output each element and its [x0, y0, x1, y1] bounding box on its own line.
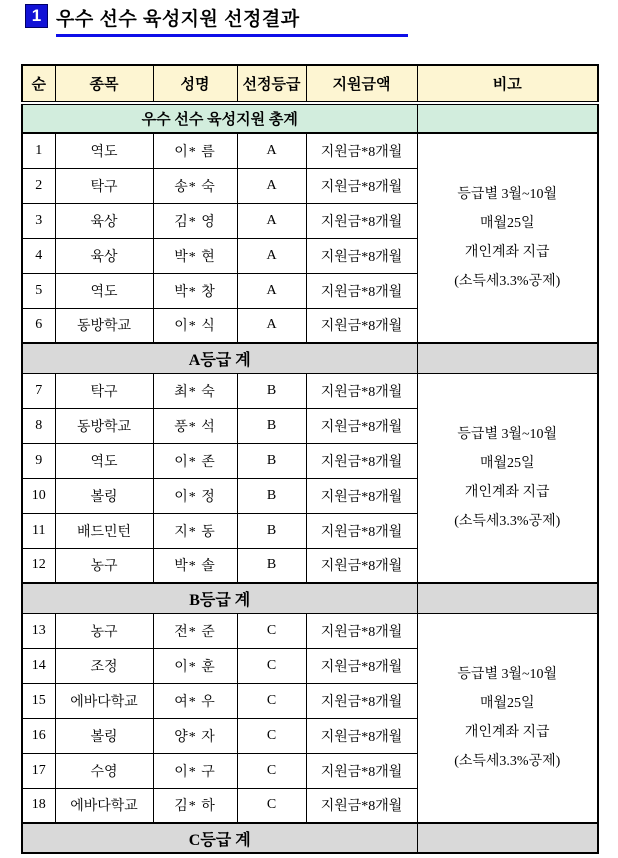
- row-amount: 지원금*8개월: [306, 168, 417, 203]
- row-sport: 볼링: [55, 718, 153, 753]
- row-grade: C: [237, 788, 306, 823]
- row-grade: B: [237, 548, 306, 583]
- row-name: 여* 우: [153, 683, 237, 718]
- row-name: 이* 름: [153, 133, 237, 168]
- remark-line: 개인계좌 지급: [464, 724, 550, 740]
- row-no: 3: [22, 203, 55, 238]
- grand-total-label: 우수 선수 육성지원 총계: [22, 103, 417, 133]
- remark-line: 개인계좌 지급: [464, 484, 550, 500]
- row-name: 풍* 석: [153, 408, 237, 443]
- row-no: 14: [22, 648, 55, 683]
- grade-subtotal-row: [22, 343, 598, 373]
- row-amount: 지원금*8개월: [306, 788, 417, 823]
- row-amount: 지원금*8개월: [306, 718, 417, 753]
- row-sport: 볼링: [55, 478, 153, 513]
- row-name: 전* 준: [153, 613, 237, 648]
- remark-line: (소득세3.3%공제): [454, 753, 561, 769]
- row-sport: 탁구: [55, 168, 153, 203]
- col-header-no: 순: [22, 65, 55, 103]
- row-grade: A: [237, 133, 306, 168]
- row-amount: 지원금*8개월: [306, 683, 417, 718]
- row-grade: A: [237, 238, 306, 273]
- grade-subtotal-label: A등급 계: [22, 343, 417, 373]
- row-grade: C: [237, 718, 306, 753]
- row-name: 이* 훈: [153, 648, 237, 683]
- remark-cell: [417, 133, 598, 343]
- table-row: [22, 373, 598, 408]
- row-name: 이* 존: [153, 443, 237, 478]
- row-grade: A: [237, 203, 306, 238]
- page-title: 우수 선수 육성지원 선정결과: [56, 4, 408, 37]
- row-grade: B: [237, 443, 306, 478]
- grade-subtotal-remark-cell: [417, 583, 598, 613]
- col-header-sport: 종목: [55, 65, 153, 103]
- col-header-name: 성명: [153, 65, 237, 103]
- row-no: 15: [22, 683, 55, 718]
- remark-line: 매월25일: [479, 216, 535, 231]
- row-no: 1: [22, 133, 55, 168]
- row-name: 김* 하: [153, 788, 237, 823]
- row-name: 송* 숙: [153, 168, 237, 203]
- remark-line: (소득세3.3%공제): [454, 513, 561, 529]
- row-amount: 지원금*8개월: [306, 753, 417, 788]
- row-name: 이* 구: [153, 753, 237, 788]
- row-name: 박* 솔: [153, 548, 237, 583]
- row-sport: 조정: [55, 648, 153, 683]
- grade-subtotal-row: [22, 583, 598, 613]
- row-grade: B: [237, 513, 306, 548]
- row-sport: 농구: [55, 613, 153, 648]
- grand-total-remark-cell: [417, 103, 598, 133]
- row-amount: 지원금*8개월: [306, 238, 417, 273]
- row-sport: 배드민턴: [55, 513, 153, 548]
- row-grade: A: [237, 308, 306, 343]
- row-no: 7: [22, 373, 55, 408]
- header-row: [22, 65, 598, 103]
- row-grade: B: [237, 408, 306, 443]
- row-sport: 동방학교: [55, 308, 153, 343]
- row-amount: 지원금*8개월: [306, 613, 417, 648]
- col-header-amount: 지원금액: [306, 65, 417, 103]
- row-amount: 지원금*8개월: [306, 478, 417, 513]
- row-amount: 지원금*8개월: [306, 513, 417, 548]
- row-sport: 육상: [55, 238, 153, 273]
- grade-subtotal-remark-cell: [417, 823, 598, 853]
- row-no: 17: [22, 753, 55, 788]
- row-sport: 역도: [55, 133, 153, 168]
- row-no: 18: [22, 788, 55, 823]
- remark-cell: [417, 373, 598, 583]
- row-sport: 탁구: [55, 373, 153, 408]
- remark-line: 등급별 3월~10월: [457, 666, 558, 682]
- row-no: 11: [22, 513, 55, 548]
- row-no: 4: [22, 238, 55, 273]
- row-grade: C: [237, 613, 306, 648]
- row-sport: 에바다학교: [55, 683, 153, 718]
- remark-line: 등급별 3월~10월: [457, 187, 558, 202]
- row-sport: 수영: [55, 753, 153, 788]
- row-name: 지* 동: [153, 513, 237, 548]
- page-title-row: [25, 4, 408, 37]
- col-header-remark: 비고: [417, 65, 598, 103]
- row-name: 김* 영: [153, 203, 237, 238]
- row-amount: 지원금*8개월: [306, 408, 417, 443]
- row-no: 9: [22, 443, 55, 478]
- remark-line: 등급별 3월~10월: [457, 426, 558, 442]
- row-grade: C: [237, 648, 306, 683]
- row-sport: 역도: [55, 443, 153, 478]
- row-grade: B: [237, 373, 306, 408]
- row-amount: 지원금*8개월: [306, 133, 417, 168]
- grade-subtotal-remark-cell: [417, 343, 598, 373]
- grand-total-row: [22, 103, 598, 133]
- remark-cell: [417, 613, 598, 823]
- row-amount: 지원금*8개월: [306, 373, 417, 408]
- row-name: 박* 현: [153, 238, 237, 273]
- row-no: 13: [22, 613, 55, 648]
- row-sport: 역도: [55, 273, 153, 308]
- row-amount: 지원금*8개월: [306, 648, 417, 683]
- row-sport: 육상: [55, 203, 153, 238]
- row-sport: 농구: [55, 548, 153, 583]
- row-amount: 지원금*8개월: [306, 548, 417, 583]
- row-no: 16: [22, 718, 55, 753]
- grade-subtotal-label: B등급 계: [22, 583, 417, 613]
- row-amount: 지원금*8개월: [306, 273, 417, 308]
- col-header-grade: 선정등급: [237, 65, 306, 103]
- row-name: 박* 창: [153, 273, 237, 308]
- grade-subtotal-row: [22, 823, 598, 853]
- remark-line: (소득세3.3%공제): [454, 274, 561, 289]
- row-no: 2: [22, 168, 55, 203]
- row-grade: A: [237, 168, 306, 203]
- remark-line: 개인계좌 지급: [464, 245, 550, 260]
- row-grade: A: [237, 273, 306, 308]
- row-grade: C: [237, 683, 306, 718]
- row-name: 최* 숙: [153, 373, 237, 408]
- row-amount: 지원금*8개월: [306, 443, 417, 478]
- remark-line: 매월25일: [479, 695, 535, 711]
- row-name: 이* 식: [153, 308, 237, 343]
- table-row: [22, 133, 598, 168]
- section-number-badge: 1: [25, 4, 48, 28]
- row-no: 8: [22, 408, 55, 443]
- remark-line: 매월25일: [479, 455, 535, 471]
- table-row: [22, 613, 598, 648]
- row-amount: 지원금*8개월: [306, 308, 417, 343]
- row-no: 6: [22, 308, 55, 343]
- row-name: 양* 자: [153, 718, 237, 753]
- row-no: 12: [22, 548, 55, 583]
- row-sport: 에바다학교: [55, 788, 153, 823]
- row-no: 10: [22, 478, 55, 513]
- selection-results-table: [21, 64, 599, 854]
- row-name: 이* 정: [153, 478, 237, 513]
- row-grade: C: [237, 753, 306, 788]
- grade-subtotal-label: C등급 계: [22, 823, 417, 853]
- row-amount: 지원금*8개월: [306, 203, 417, 238]
- row-no: 5: [22, 273, 55, 308]
- row-grade: B: [237, 478, 306, 513]
- row-sport: 동방학교: [55, 408, 153, 443]
